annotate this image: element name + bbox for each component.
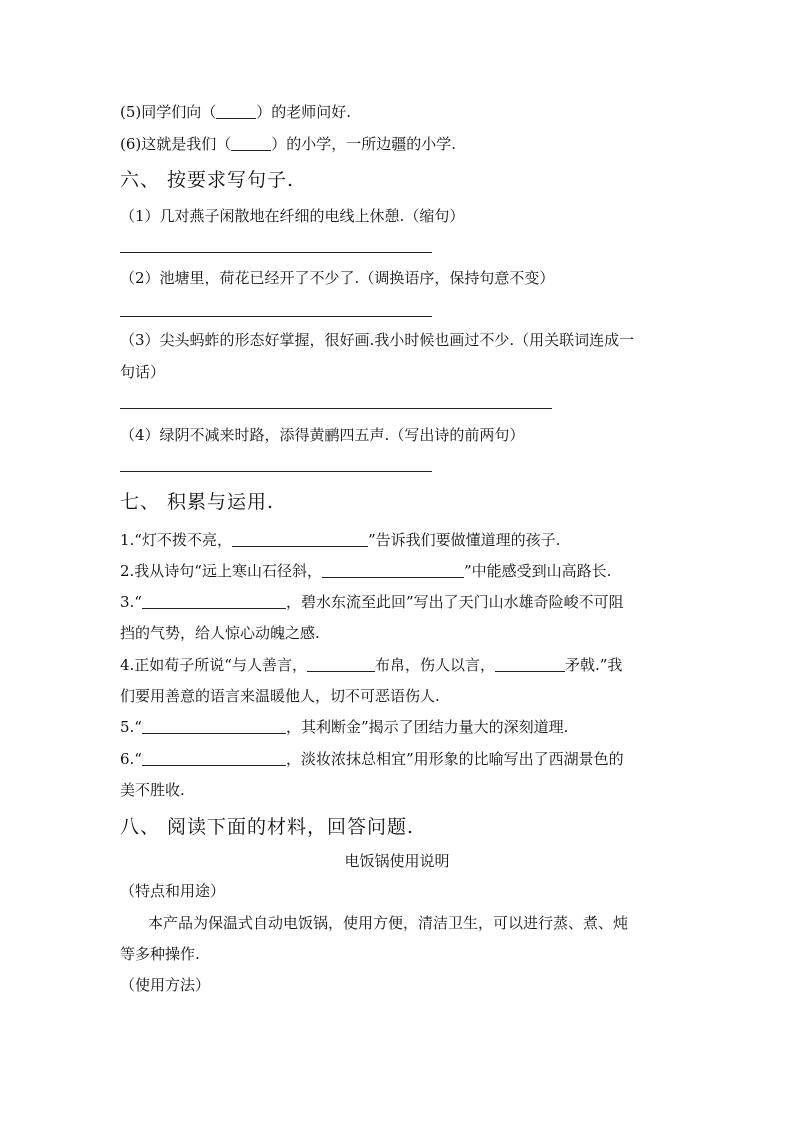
- blank-5[interactable]: [216, 103, 256, 119]
- accum-item-3-cont: 挡的气势，给人惊心动魄之感.: [120, 624, 320, 642]
- accum-item-6: 6.“ ，淡妆浓抹总相宜”用形象的比喻写出了西湖景色的: [120, 750, 624, 768]
- accum-item-2: 2.我从诗句“远上寒山石径斜， ”中能感受到山高路长.: [120, 562, 612, 580]
- accum-blank-4a[interactable]: [307, 656, 375, 672]
- accum-item-6-cont: 美不胜收.: [120, 781, 185, 799]
- question-3: （3）尖头蚂蚱的形态好掌握，很好画.我小时候也画过不少.（用关联词连成一: [120, 331, 635, 349]
- accum-item-4: 4.正如荀子所说“与人善言， 布帛，伤人以言， 矛戟.”我: [120, 656, 623, 674]
- accum-blank-6[interactable]: [142, 750, 286, 766]
- section-8-heading: 八、 阅读下面的材料，回答问题.: [120, 816, 415, 838]
- question-4: （4）绿阴不减来时路，添得黄鹂四五声.（写出诗的前两句）: [120, 426, 525, 444]
- accum-item-1: 1.“灯不拨不亮， ”告诉我们要做懂道理的孩子.: [120, 531, 561, 549]
- accum-item-4-cont: 们要用善意的语言来温暖他人，切不可恶语伤人.: [120, 687, 440, 705]
- blank-6[interactable]: [231, 135, 271, 151]
- accum-item-3: 3.“ ，碧水东流至此回”写出了天门山水雄奇险峻不可阻: [120, 593, 624, 611]
- question-2: （2）池塘里，荷花已经开了不少了.（调换语序，保持句意不变）: [120, 269, 555, 287]
- paragraph-features-cont: 等多种操作.: [120, 945, 200, 963]
- accum-blank-5[interactable]: [142, 718, 286, 734]
- answer-line-1[interactable]: [120, 252, 432, 253]
- question-3-cont: 句话）: [120, 363, 166, 381]
- subheading-usage: （使用方法）: [120, 976, 211, 994]
- accum-item-5: 5.“ ，其利断金”揭示了团结力量大的深刻道理.: [120, 718, 569, 736]
- fill-item-6: (6)这就是我们（ ）的小学，一所边疆的小学.: [120, 135, 457, 153]
- subheading-features: （特点和用途）: [120, 882, 226, 900]
- section-6-heading: 六、 按要求写句子.: [120, 169, 295, 191]
- accum-blank-3[interactable]: [142, 593, 286, 609]
- fill-item-5: (5)同学们向（ ）的老师问好.: [120, 103, 352, 121]
- section-7-heading: 七、 积累与运用.: [120, 491, 275, 513]
- accum-blank-2[interactable]: [322, 562, 464, 578]
- accum-blank-1[interactable]: [232, 531, 368, 547]
- answer-line-4[interactable]: [120, 471, 432, 472]
- question-1: （1）几对燕子闲散地在纤细的电线上休憩.（缩句）: [120, 207, 465, 225]
- answer-line-2[interactable]: [120, 316, 432, 317]
- paragraph-features: 本产品为保温式自动电饭锅，使用方便，清洁卫生，可以进行蒸、煮、炖: [148, 914, 629, 932]
- material-title: 电饭锅使用说明: [344, 852, 450, 870]
- accum-blank-4b[interactable]: [495, 656, 565, 672]
- answer-line-3[interactable]: [120, 408, 552, 409]
